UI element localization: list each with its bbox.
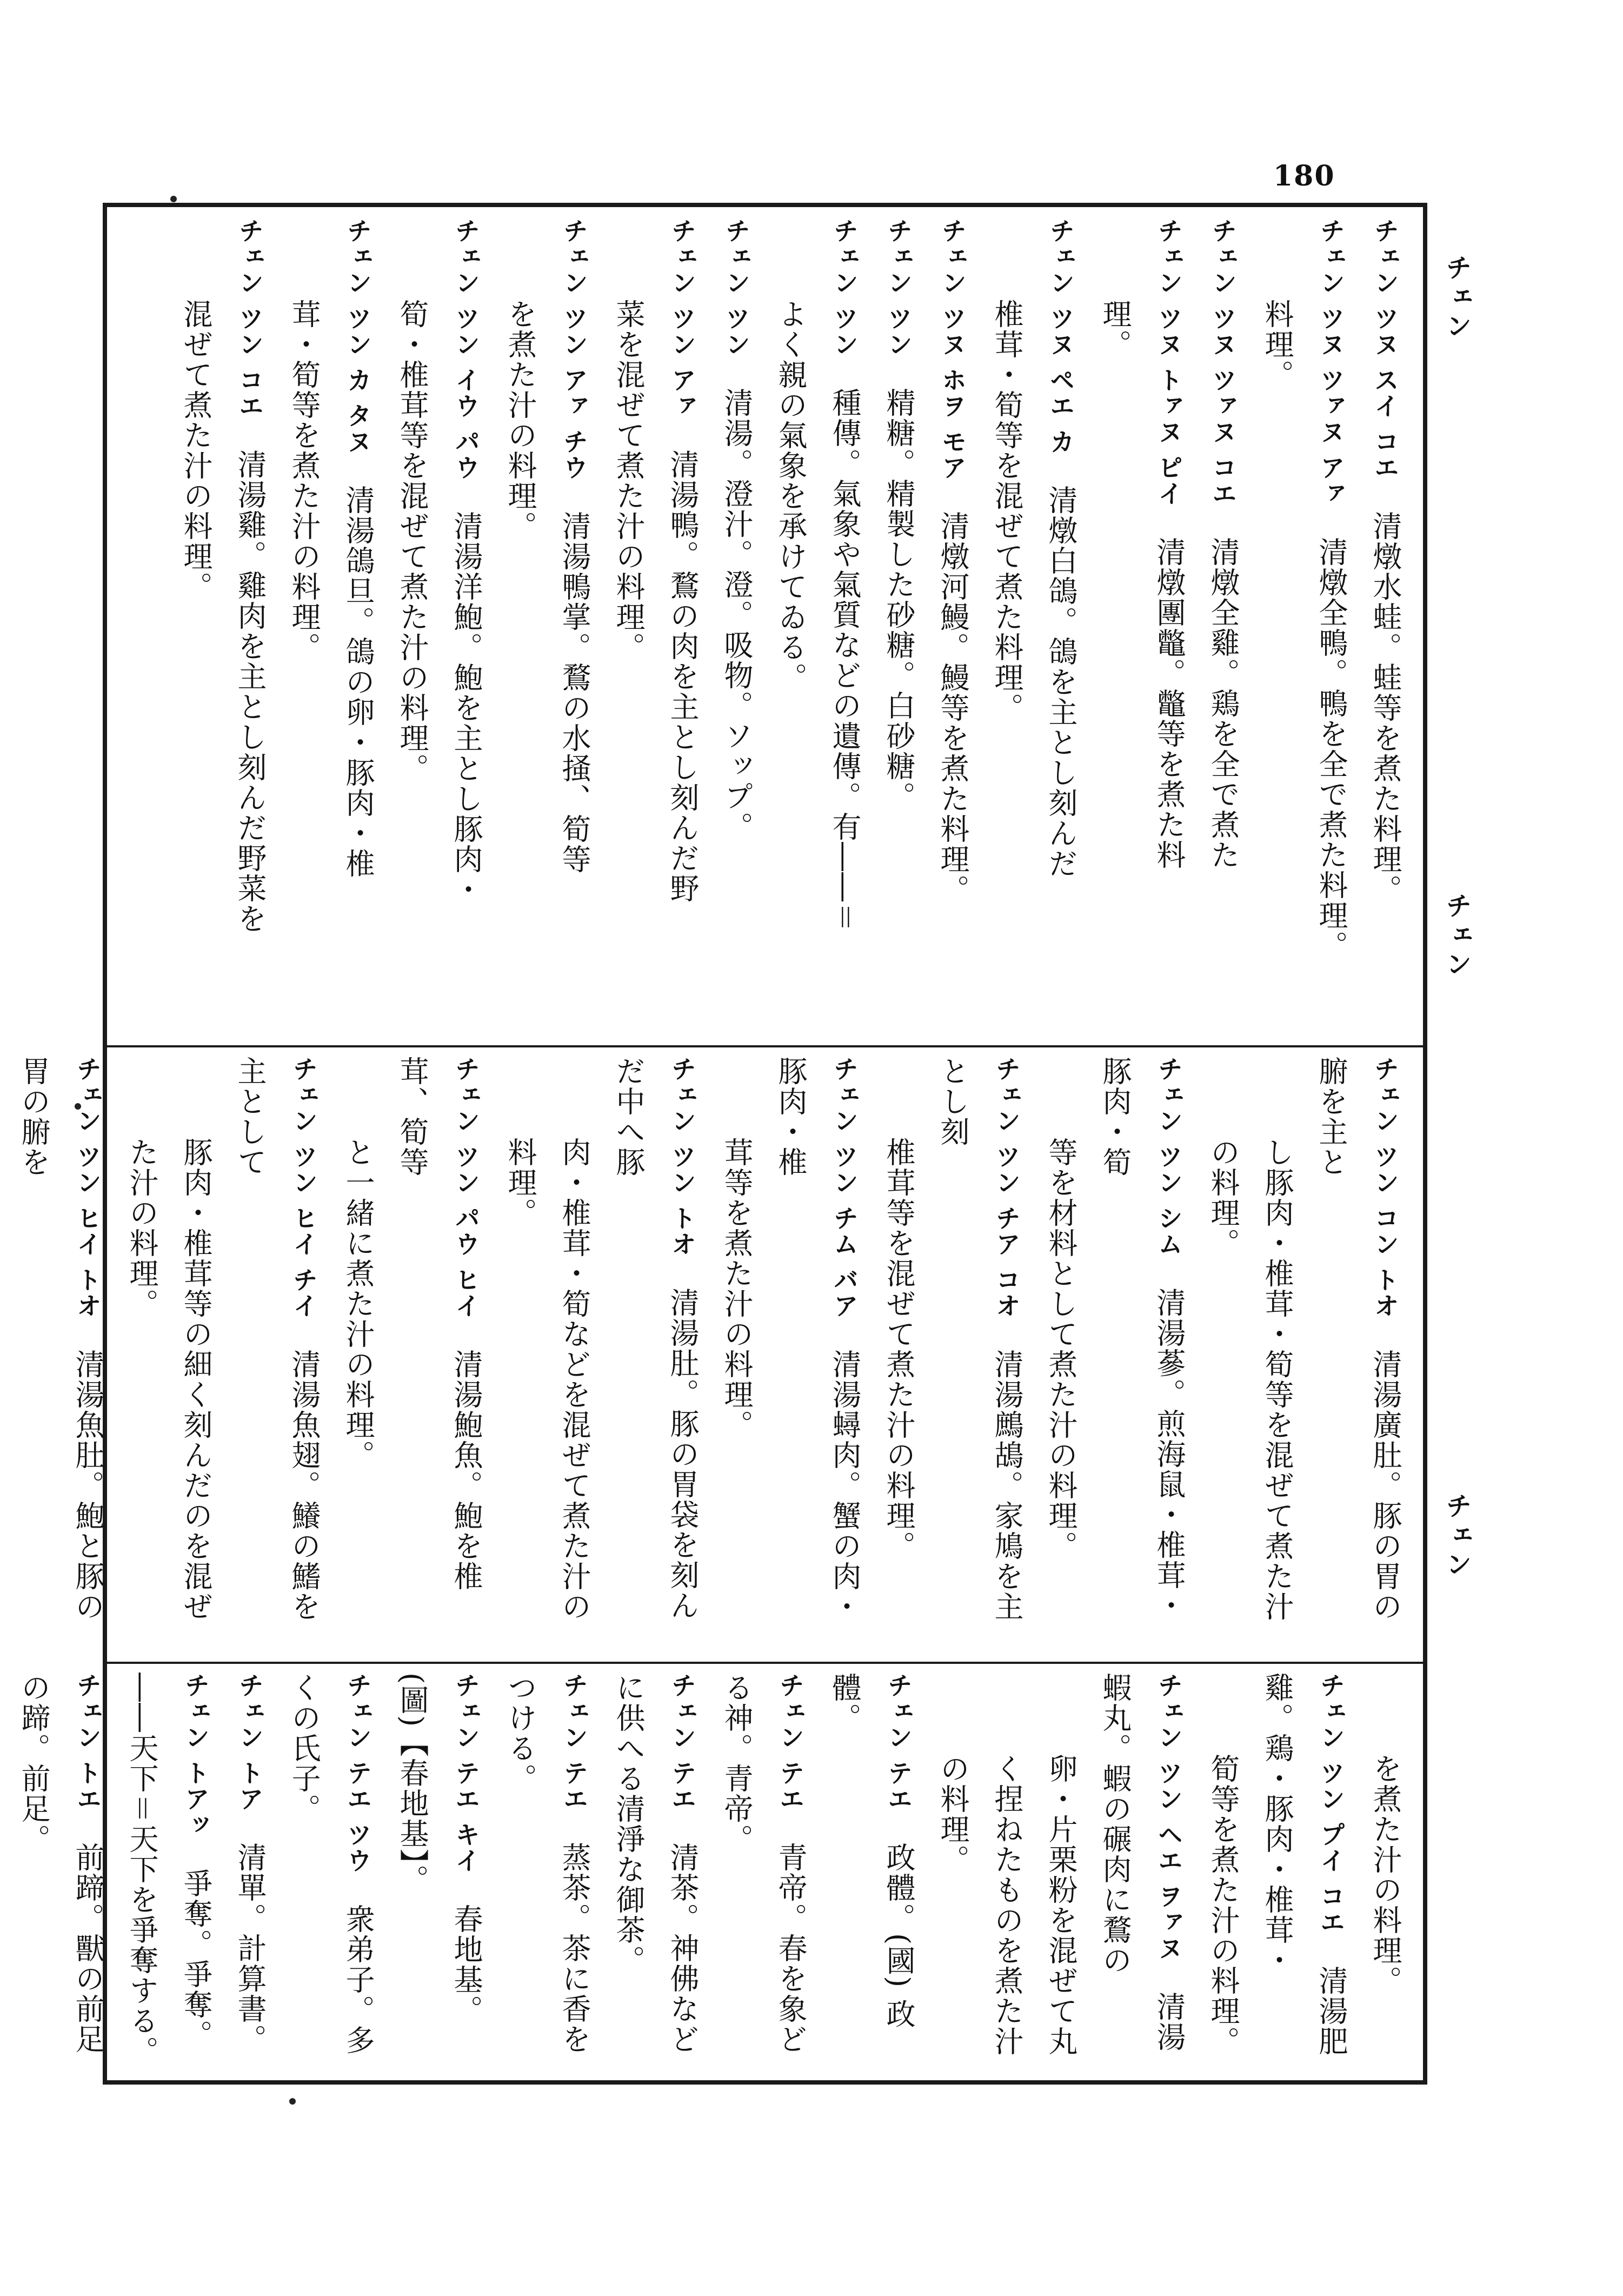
entry-definition: 清燉團鼈。鼈等を煮た料	[1152, 537, 1186, 871]
entry-continuation	[115, 1056, 223, 1651]
entry-definition: 青帝。春を象どる神。青帝。	[720, 1673, 808, 2055]
entry-reading: チェン トエ	[73, 1673, 102, 1813]
entry-definition: と一緒に煮た汁の料理。	[341, 1137, 375, 1470]
entry-continuation	[331, 1056, 385, 1651]
entry-definition: 清湯蔘。煎海鼠・椎茸・豚肉・筍	[1098, 1056, 1186, 1621]
entry-definition: 種傳。氣象や氣質などの遺傳。有――＝	[828, 388, 862, 933]
margin-dot-bottom	[289, 2098, 296, 2105]
dictionary-entry	[1088, 1056, 1196, 1651]
entry-reading: チェン テエ	[560, 1673, 589, 1813]
entry-definition: 清燉白鴿。鴿を主とし刻んだ	[1044, 485, 1078, 879]
dictionary-entry	[385, 1673, 493, 2078]
entry-reading: チェン ツヌ ペエ カ	[1046, 218, 1075, 455]
margin-dot-top	[170, 196, 177, 202]
dictionary-entry	[1088, 1673, 1196, 2078]
running-head-bottom: チェン	[1441, 1492, 1472, 1580]
entry-definition: 清單。計算書。	[233, 1842, 267, 2055]
entry-continuation	[277, 218, 331, 1037]
entry-reading: チェン テエ	[776, 1673, 805, 1813]
entry-definition: 清湯雞。雞肉を主とし刻んだ野菜を	[233, 449, 267, 934]
entry-reading: チェン ツン コン トオ	[1371, 1056, 1400, 1319]
dictionary-entry	[1358, 218, 1412, 1037]
dictionary-entry	[926, 1056, 1034, 1651]
dictionary-entry	[223, 1056, 331, 1651]
dictionary-entry	[0, 1673, 6, 2078]
entry-definition: 清湯蟳肉。蟹の肉・豚肉・椎	[774, 1056, 862, 1622]
dictionary-entry	[547, 218, 601, 1037]
band-divider-1	[107, 1045, 1423, 1047]
entry-definition: 清湯洋鮑。鮑を主とし豚肉・	[449, 511, 483, 905]
dictionary-frame	[17, 203, 1427, 2085]
entry-reading: チェン ツン コエ	[235, 218, 264, 420]
entry-continuation	[872, 1056, 926, 1651]
entry-reading: チェン テエ	[668, 1673, 697, 1813]
dictionary-entry	[385, 1056, 493, 1651]
dictionary-entry	[926, 218, 980, 1037]
entry-reading: チェン ツン アァ チウ	[560, 218, 589, 481]
entry-reading: チェン ツン チア コオ	[992, 1056, 1021, 1319]
entry-definition: 等を材料として煮た汁の料理。	[1044, 1137, 1078, 1561]
entry-definition: し豚肉・椎茸・筍等を混ぜて煮た汁の料理。	[1206, 1137, 1294, 1622]
entry-reading: チェン ツヌ スイ コエ	[1371, 218, 1400, 481]
entry-definition: 混ぜて煮た汁の料理。	[179, 299, 213, 602]
entry-definition: 春地基。(圖)【春地基】。	[395, 1673, 483, 2026]
entry-definition: 卵・片栗粉を混ぜて丸く捏ねたものを煮た汁の料理。	[936, 1754, 1078, 2056]
entry-reading: チェン テエ	[884, 1673, 913, 1813]
entry-definition: 清燉全鴨。鴨を全で煮た料理。	[1314, 537, 1348, 961]
entry-definition: 理。	[1098, 299, 1132, 360]
dictionary-entry	[763, 1056, 872, 1651]
dictionary-entry	[1250, 1673, 1358, 2078]
entry-definition: 茸・筍等を煮た汁の料理。	[287, 299, 321, 662]
entry-reading: チェン ツン シム	[1154, 1056, 1183, 1258]
entry-reading: チェン ツン ヒイ トオ	[73, 1056, 102, 1319]
entry-continuation	[763, 218, 817, 1037]
entry-definition: 清湯蝦丸。蝦の碾肉に鶩の	[1098, 1673, 1186, 2053]
entry-continuation	[385, 218, 439, 1037]
entry-reading: チェン テエ ツウ	[343, 1673, 373, 1874]
dictionary-entry	[709, 218, 763, 1037]
dictionary-entry	[817, 218, 872, 1037]
entry-continuation	[709, 1056, 763, 1651]
entry-definition: 蒸茶。茶に香をつける。	[503, 1673, 591, 2055]
entry-definition: 菜を混ぜて煮た汁の料理。	[611, 299, 646, 662]
band-middle	[17, 1056, 1412, 1651]
dictionary-entry	[277, 1673, 385, 2078]
entry-definition: 肉・椎茸・筍などを混ぜて煮た汁の料理。	[503, 1137, 591, 1622]
entry-definition: 料理。	[1260, 299, 1294, 390]
entry-definition: を煮た汁の料理。	[503, 299, 537, 541]
entry-definition: 清燉水蛙。蛙等を煮た料理。	[1368, 511, 1402, 905]
entry-definition: 清湯。澄汁。澄。吸物。ソップ。	[720, 388, 754, 842]
entry-reading: チェン ツン	[884, 218, 913, 358]
dictionary-entry	[1196, 218, 1250, 1037]
entry-definition: 清湯魚肚。鮑と豚の胃の腑を	[17, 1056, 105, 1622]
entry-continuation	[1196, 1056, 1304, 1651]
entry-reading: チェン ツヌ ツァヌ アァ	[1316, 218, 1346, 507]
entry-continuation	[1034, 1056, 1088, 1651]
dictionary-entry	[223, 218, 277, 1037]
entry-reading: チェン ツン チム バア	[830, 1056, 859, 1319]
entry-definition: 筍・椎茸等を混ぜて煮た汁の料理。	[395, 299, 429, 784]
entry-definition: 豚肉・椎茸等の細く刻んだのを混ぜた汁の料理。	[125, 1137, 213, 1622]
entry-continuation	[1196, 1673, 1250, 2078]
running-head-top: チェン	[1441, 254, 1472, 342]
entry-definition: 筍等を煮た汁の料理。	[1206, 1754, 1240, 2056]
entry-continuation	[0, 1056, 6, 1651]
dictionary-entry	[1304, 1056, 1412, 1651]
running-head-middle: チェン	[1441, 892, 1472, 980]
dictionary-entry	[331, 218, 385, 1037]
entry-reading: チェン ツン	[722, 218, 751, 358]
dictionary-entry	[872, 218, 926, 1037]
entry-continuation	[1358, 1673, 1412, 2078]
entry-reading: チェン トアッ	[181, 1673, 210, 1839]
entry-reading: チェン ツン ヒイ チイ	[289, 1056, 318, 1319]
entry-definition: 清燉河鰻。鰻等を煮た料理。	[936, 511, 970, 905]
entry-reading: チェン ツン ヘエ ヲァヌ	[1154, 1673, 1183, 1962]
entry-definition: 清湯鷓鴣。家鳩を主とし刻	[936, 1056, 1024, 1622]
entry-reading: チェン ツン カ タヌ	[343, 218, 373, 455]
entry-definition: 清湯肥雞。鶏・豚肉・椎茸・	[1260, 1673, 1348, 2057]
entry-continuation	[1088, 218, 1142, 1037]
entry-reading: チェン ツン イウ パウ	[451, 218, 481, 481]
entry-definition: 清湯鴿旦。鴿の卵・豚肉・椎	[341, 485, 375, 879]
dictionary-entry	[223, 1673, 277, 2078]
entry-definition: 清湯魚翅。鱶の鰭を主として	[233, 1056, 321, 1622]
dictionary-entry	[6, 1673, 115, 2078]
entry-definition: を煮た汁の料理。	[1368, 1754, 1402, 1996]
dictionary-entry	[709, 1673, 817, 2078]
entry-definition: 清湯廣肚。豚の胃の腑を主と	[1314, 1056, 1402, 1622]
band-top	[118, 218, 1412, 1037]
entry-definition: 清燉全雞。鶏を全で煮た	[1206, 537, 1240, 871]
entry-continuation	[926, 1673, 1088, 2078]
entry-reading: チェン ツン アァ	[668, 218, 697, 420]
entry-reading: チェン ツヌ ツァヌ コエ	[1208, 218, 1238, 507]
entry-continuation	[493, 218, 547, 1037]
dictionary-entry	[817, 1673, 926, 2078]
entry-definition: 清湯鴨。鶩の肉を主とし刻んだ野	[666, 449, 700, 904]
entry-reading: チェン ツン	[830, 218, 859, 358]
dictionary-entry	[601, 1673, 709, 2078]
dictionary-entry	[655, 218, 709, 1037]
entry-reading: チェン ツン パウ ヒイ	[451, 1056, 481, 1319]
dictionary-entry	[1142, 218, 1196, 1037]
entry-definition: 椎茸・筍等を混ぜて煮た料理。	[990, 299, 1024, 723]
entry-definition: 清湯鴨掌。鶩の水掻、筍等	[557, 511, 591, 875]
entry-definition: 清茶。神佛などに供へる清淨な御茶。	[611, 1673, 700, 2055]
entry-definition: 爭奪。爭奪。――天下＝天下を爭奪する。	[125, 1673, 213, 2066]
band-bottom	[17, 1673, 1412, 2078]
dictionary-entry	[115, 1673, 223, 2078]
page-number: 180	[1273, 160, 1335, 193]
entry-reading: チェン ツヌ ホヲ モア	[938, 218, 967, 481]
entry-definition: 清湯鮑魚。鮑を椎茸、筍等	[395, 1056, 483, 1592]
dictionary-entry	[439, 218, 493, 1037]
entry-definition: 清湯肚。豚の胃袋を刻んだ中へ豚	[611, 1056, 700, 1621]
dictionary-entry	[493, 1673, 601, 2078]
entry-definition: 精糖。精製した砂糖。白砂糖。	[882, 388, 916, 812]
entry-definition: 衆弟子。多くの氏子。	[287, 1673, 375, 2056]
dictionary-entry	[601, 1056, 709, 1651]
band-divider-2	[107, 1662, 1423, 1664]
entry-continuation	[169, 218, 223, 1037]
dictionary-entry	[6, 1056, 115, 1651]
entry-reading: チェン ツン プイ コエ	[1316, 1673, 1346, 1936]
entry-definition: 前蹄。獸の前足の蹄。前足。	[17, 1673, 105, 2055]
entry-reading: チェン テエ キイ	[451, 1673, 481, 1874]
entry-continuation	[980, 218, 1034, 1037]
entry-continuation	[1250, 218, 1304, 1037]
entry-reading: チェン ツヌ トァヌ ピイ	[1154, 218, 1183, 507]
entry-definition: 政體。(國) 政體。	[828, 1673, 916, 2029]
entry-continuation	[601, 218, 655, 1037]
entry-reading: チェン ツン トオ	[668, 1056, 697, 1258]
entry-continuation	[493, 1056, 601, 1651]
entry-reading: チェン トア	[235, 1673, 264, 1813]
dictionary-entry	[1304, 218, 1358, 1037]
dictionary-entry	[1034, 218, 1088, 1037]
entry-definition: 椎茸等を混ぜて煮た汁の料理。	[882, 1137, 916, 1561]
entry-definition: 茸等を煮た汁の料理。	[720, 1137, 754, 1440]
entry-definition: よく親の氣象を承けてゐる。	[774, 299, 808, 693]
